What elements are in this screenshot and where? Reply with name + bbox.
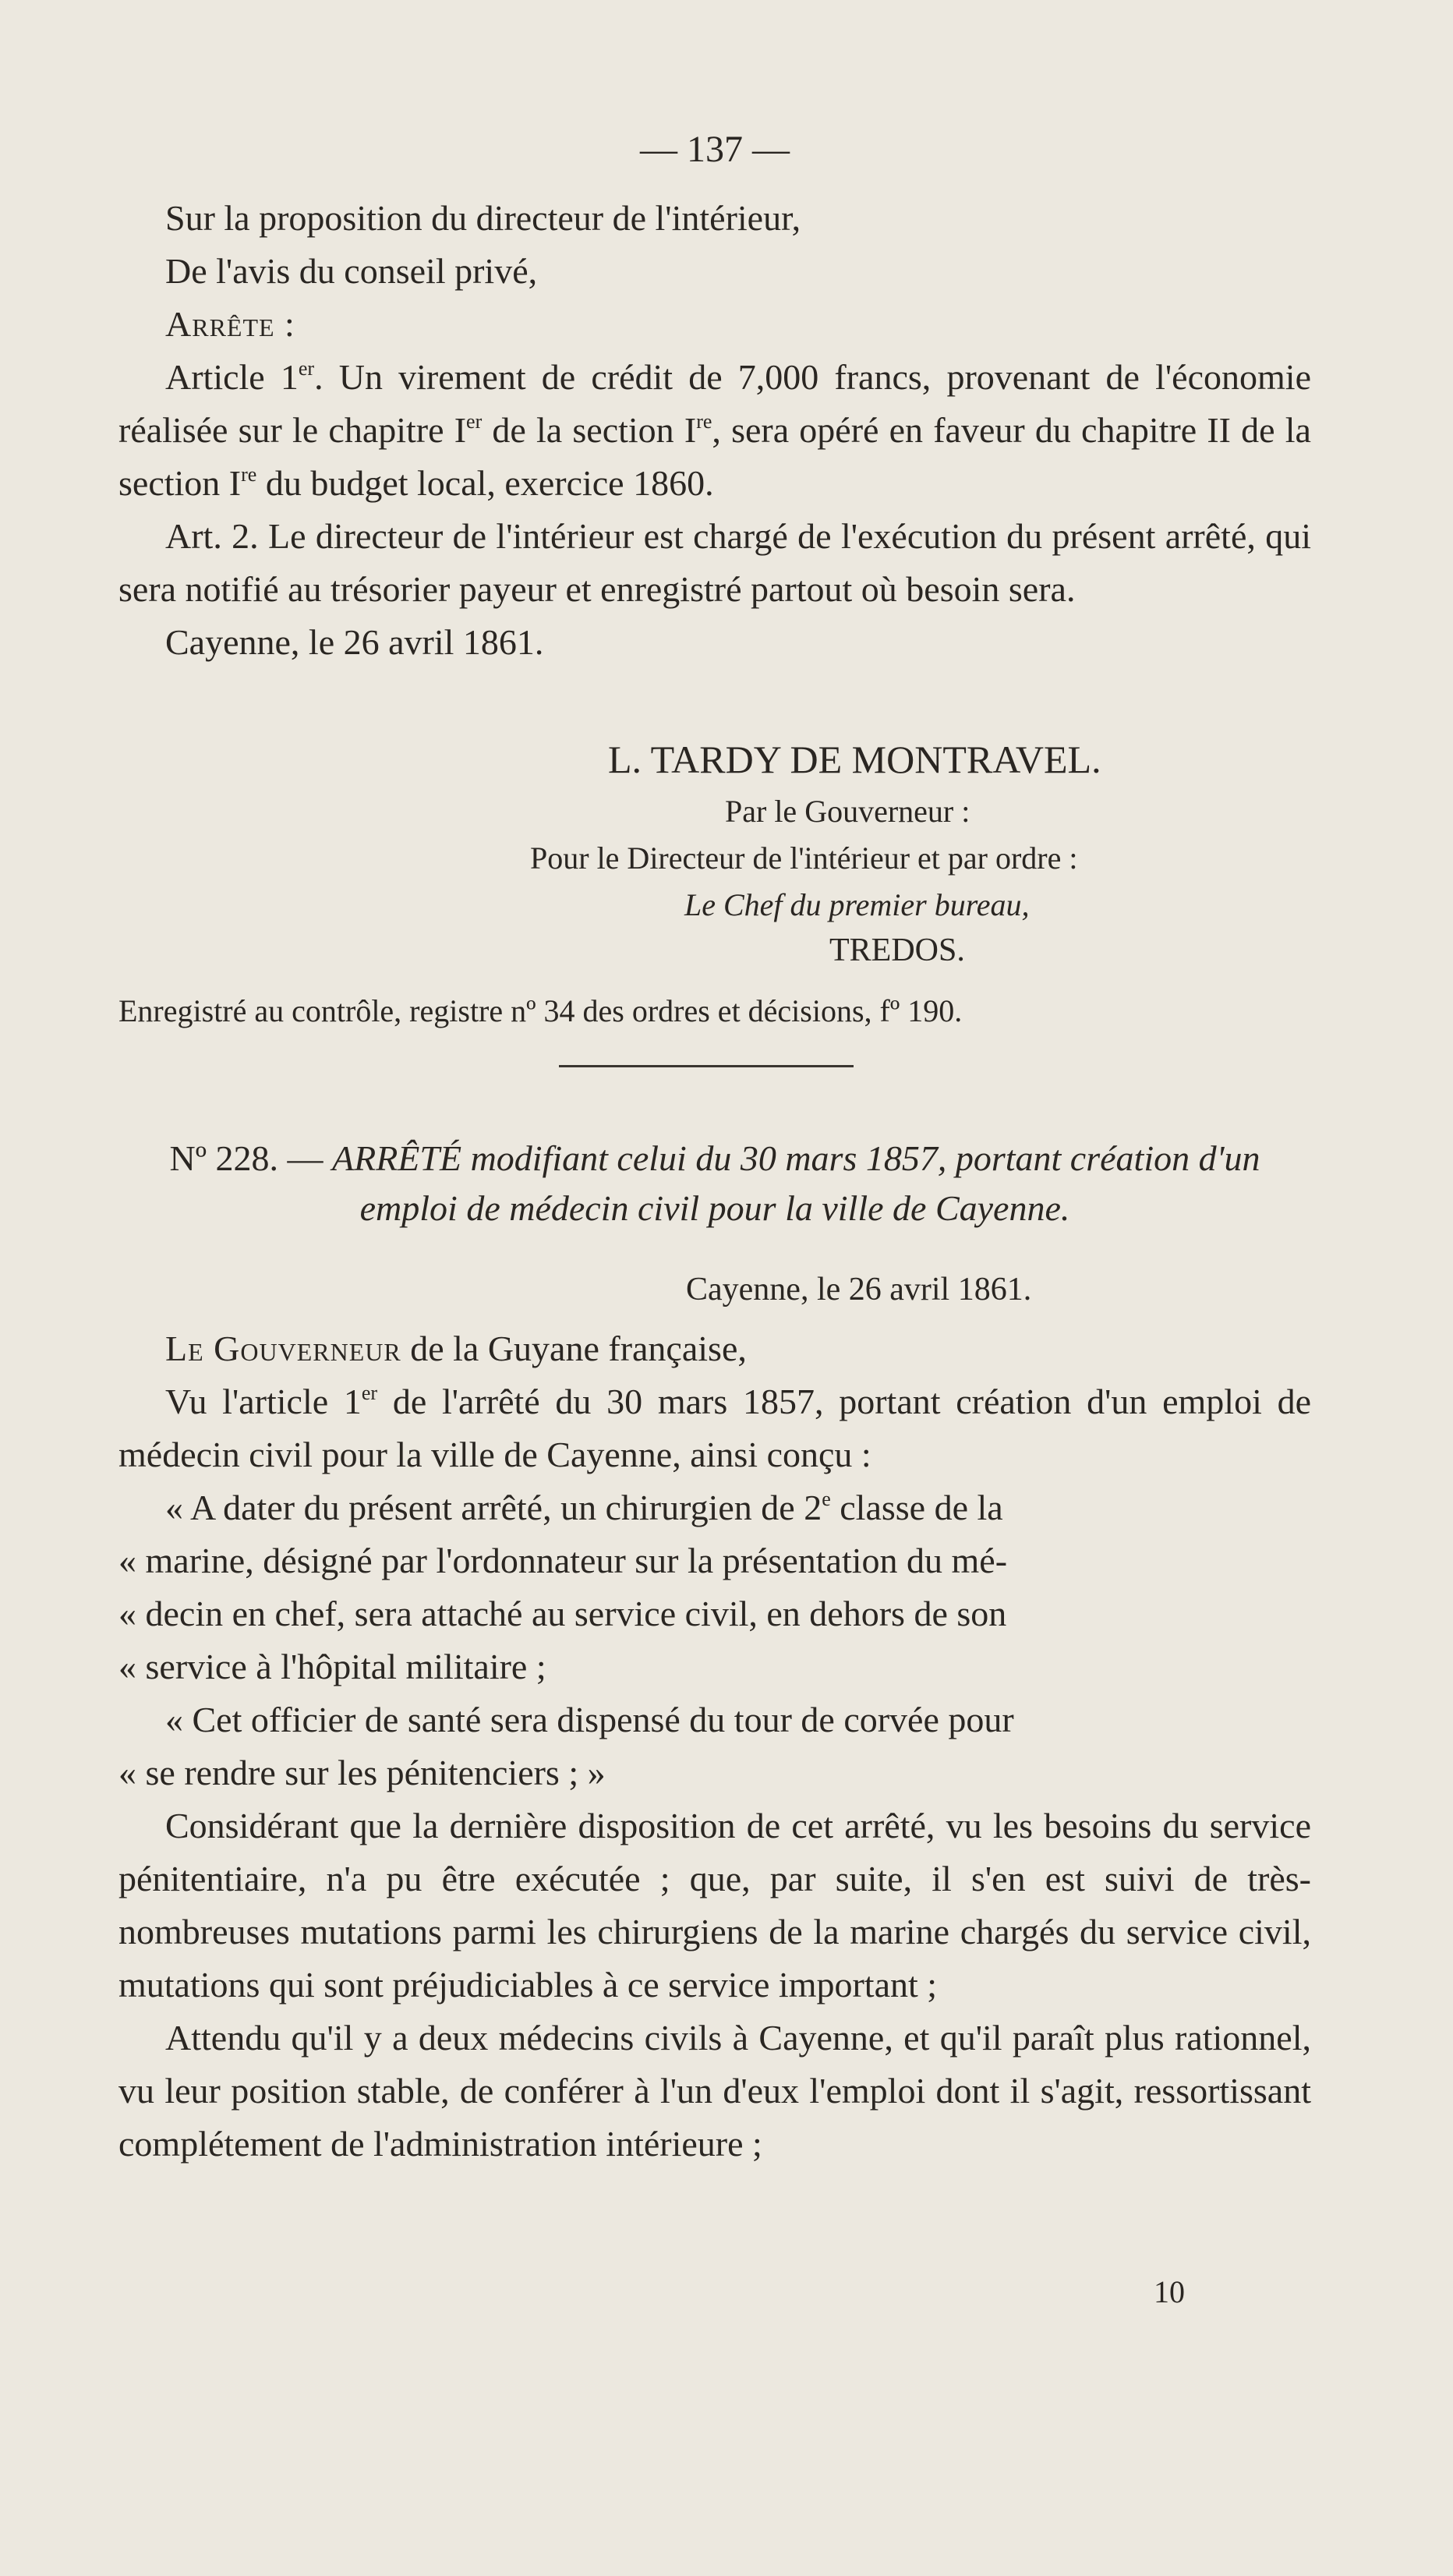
quote-line-4: « service à l'hôpital militaire ; (118, 1647, 546, 1686)
article-1-part-d: , sera opéré en faveur du chapitre II de la section I (118, 410, 1311, 503)
article-1-part-c: de la section I (482, 410, 697, 450)
vu-sup: er (361, 1382, 378, 1404)
article-1-part-e: du budget local, exercice 1860. (256, 463, 714, 503)
decree-228-body (118, 1322, 1311, 2171)
section-divider (559, 1065, 854, 1067)
chef-du-bureau: Le Chef du premier bureau, (684, 887, 1030, 922)
gouverneur-rest: de la Guyane française, (401, 1329, 747, 1368)
quote-1-sup: e (822, 1488, 831, 1510)
gouverneur-line (118, 1322, 1311, 1375)
decree-title (118, 1134, 1311, 1233)
article-1-part-a: Article 1 (165, 357, 299, 397)
quote-1-part-b: classe de la (830, 1488, 1003, 1527)
article-1-sup-3: re (696, 410, 712, 433)
decree-228-date: Cayenne, le 26 avril 1861. (686, 1272, 1032, 1307)
page-number: — 137 — (640, 129, 790, 170)
decree-continuation (118, 192, 1311, 669)
registration-note: Enregistré au contrôle, registre nº 34 des ordres et décisions, fº 190. (118, 993, 963, 1028)
tredos-signature: TREDOS. (829, 932, 965, 968)
article-2: Art. 2. Le directeur de l'intérieur est chargé de l'exécution du présent arrêté, qui sera notifié au trésorier payeur et enregistré partout où besoin sera. (118, 516, 1311, 609)
quote-1-part-a: « A dater du présent arrêté, un chirurgien de 2 (165, 1488, 822, 1527)
governor-signature: L. TARDY DE MONTRAVEL. (608, 738, 1101, 781)
decree-title-text: ARRÊTÉ modifiant celui du 30 mars 1857, portant création d'un emploi de médecin civil pour la ville de Cayenne. (332, 1138, 1260, 1228)
quote-line-1 (118, 1481, 1311, 1534)
attendu-paragraph: Attendu qu'il y a deux médecins civils à Cayenne, et qu'il paraît plus rationnel, vu leur position stable, de conférer à l'un d'eux l'emploi dont il s'agit, ressortissant complétement de l'administration intérieure ; (118, 2018, 1311, 2164)
proposition-line: Sur la proposition du directeur de l'intérieur, (165, 198, 801, 238)
quote-line-3: « decin en chef, sera attaché au service civil, en dehors de son (118, 1594, 1007, 1633)
article-1-sup-2: er (466, 410, 483, 433)
article-1-part-b: . Un virement de crédit de 7,000 francs, provenant de l'économie réalisée sur le chapitre I (118, 357, 1311, 450)
article-1-sup-1: er (298, 357, 315, 380)
considerant-paragraph: Considérant que la dernière disposition de cet arrêté, vu les besoins du service pénitentiaire, n'a pu être exécutée ; que, par suite, il s'en est suivi de très-nombreuses mutations parmi les chirurgiens de la marine chargés du service civil, mutations qui sont préjudiciables à ce service important ; (118, 1806, 1311, 2005)
decree-number: Nº 228. — (169, 1138, 333, 1178)
pour-le-directeur: Pour le Directeur de l'intérieur et par ordre : (530, 840, 1078, 876)
quote-line-6: « se rendre sur les pénitenciers ; » (118, 1753, 606, 1792)
avis-line: De l'avis du conseil privé, (165, 251, 538, 291)
arrete-heading: Arrête : (165, 304, 295, 344)
par-le-gouverneur: Par le Gouverneur : (725, 794, 970, 829)
article-1 (118, 351, 1311, 510)
quote-line-5: « Cet officier de santé sera dispensé du tour de corvée pour (165, 1700, 1014, 1739)
vu-part-a: Vu l'article 1 (165, 1382, 362, 1421)
decree-date: Cayenne, le 26 avril 1861. (165, 622, 544, 662)
article-1-sup-4: re (241, 463, 257, 486)
quote-line-2: « marine, désigné par l'ordonnateur sur la présentation du mé- (118, 1541, 1008, 1580)
signature-mark: 10 (1154, 2274, 1185, 2309)
vu-article (118, 1375, 1311, 1481)
vu-part-b: de l'arrêté du 30 mars 1857, portant création d'un emploi de médecin civil pour la ville de Cayenne, ainsi conçu : (118, 1382, 1311, 1474)
gouverneur-small-caps: Le Gouverneur (165, 1329, 401, 1368)
